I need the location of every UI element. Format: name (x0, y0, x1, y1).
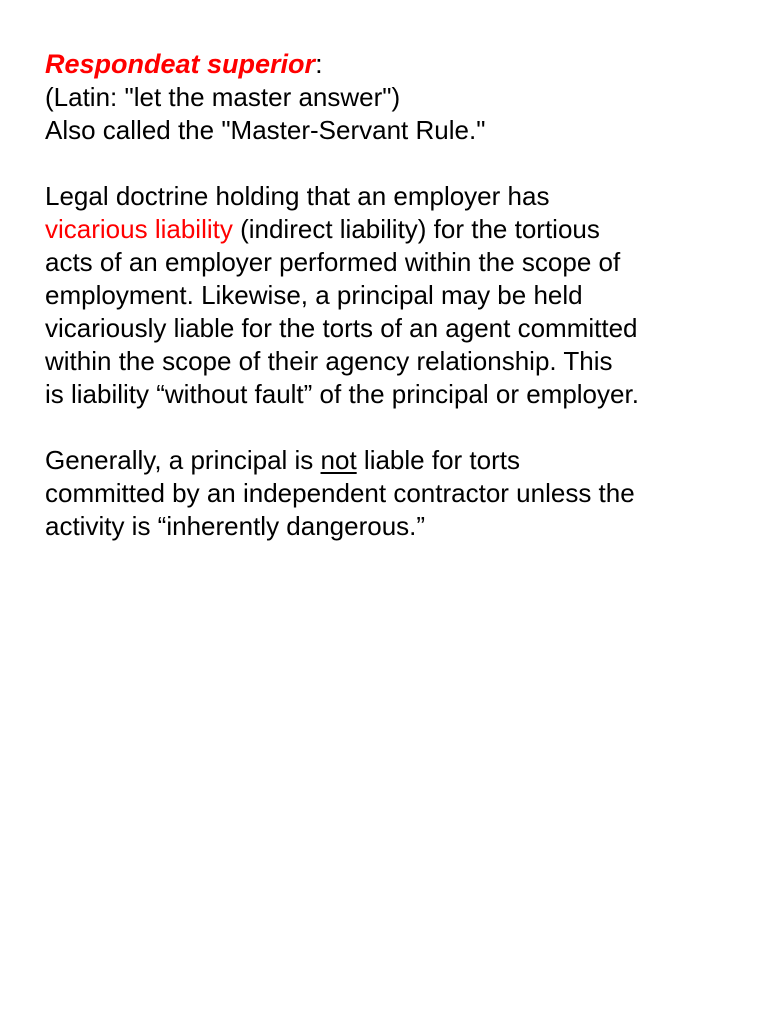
definition-line-2-rest: (indirect liability) for the tortious (232, 214, 600, 244)
heading (45, 48, 735, 81)
vicarious-liability-term: vicarious liability (45, 214, 233, 244)
heading-colon: : (315, 49, 323, 79)
exception-line-1 (45, 444, 735, 477)
not-underlined: not (320, 445, 357, 475)
heading-term: Respondeat superior (45, 49, 316, 79)
definition-line-6: within the scope of their agency relationship. This (45, 346, 613, 376)
definition-line-4: employment. Likewise, a principal may be held (45, 280, 583, 310)
definition-line-7: is liability “without fault” of the principal or employer. (45, 379, 639, 409)
definition-line-2 (45, 213, 735, 246)
paragraph-gap (45, 147, 735, 180)
definition-line-1: Legal doctrine holding that an employer has (45, 181, 550, 211)
exception-line-1-after: liable for torts (356, 445, 520, 475)
document-page (45, 48, 735, 543)
definition-line-3: acts of an employer performed within the scope of (45, 247, 621, 277)
exception-paragraph (45, 444, 735, 543)
exception-line-3: activity is “inherently dangerous.” (45, 511, 426, 541)
latin-translation: (Latin: "let the master answer") (45, 82, 401, 112)
also-called-line: Also called the "Master-Servant Rule." (45, 115, 486, 145)
exception-line-2: committed by an independent contractor unless the (45, 478, 635, 508)
definition-line-5: vicariously liable for the torts of an agent committed (45, 313, 638, 343)
definition-paragraph (45, 180, 735, 411)
exception-line-1-before: Generally, a principal is (45, 445, 321, 475)
paragraph-gap (45, 411, 735, 444)
